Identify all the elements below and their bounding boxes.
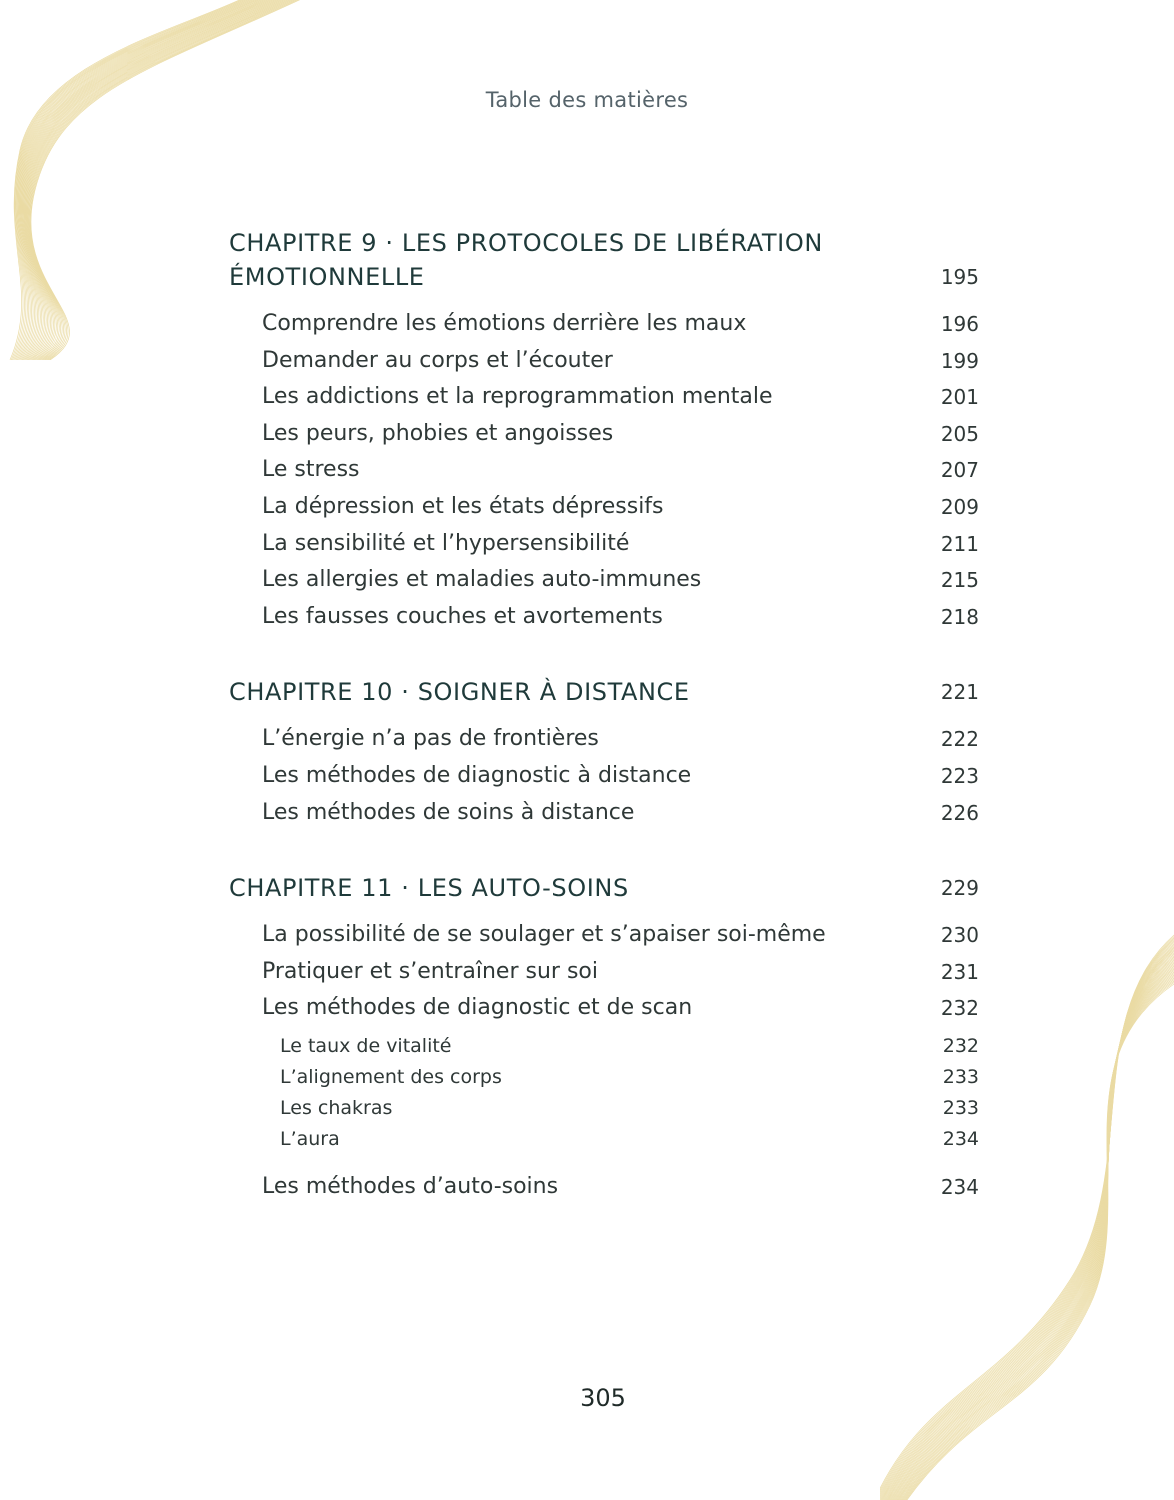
wave-line (14, 0, 256, 360)
entry-title: Les méthodes d’auto-soins (262, 1173, 559, 1199)
entry-title: Demander au corps et l’écouter (262, 347, 613, 373)
entry-page: 231 (940, 959, 979, 984)
chapter-title: CHAPITRE 11 · LES AUTO-SOINS (229, 874, 629, 903)
wave-line (10, 0, 250, 360)
entry-page: 211 (940, 531, 979, 556)
wave-line (11, 0, 252, 360)
entry-page: 234 (940, 1174, 979, 1199)
toc-subentry[interactable] (229, 1124, 979, 1155)
table-of-contents (229, 226, 979, 1246)
entry-page: 234 (942, 1127, 979, 1150)
entry-title: Les méthodes de diagnostic à distance (262, 762, 692, 788)
toc-entry[interactable] (229, 416, 979, 453)
entry-title: Pratiquer et s’entraîner sur soi (262, 958, 598, 984)
chapter-9-heading[interactable] (229, 226, 979, 294)
entry-title: Les allergies et maladies auto-immunes (262, 567, 702, 593)
toc-subentry[interactable] (229, 1062, 979, 1093)
chapter-11-heading[interactable] (229, 871, 979, 905)
chapter-page: 229 (940, 876, 979, 901)
entry-page: 226 (940, 800, 979, 825)
chapter-11-sections (229, 917, 979, 1205)
entry-title: L’aura (280, 1127, 340, 1150)
entry-title: Les fausses couches et avortements (262, 603, 663, 629)
entry-title: L’énergie n’a pas de frontières (262, 726, 599, 752)
wave-line (17, 0, 261, 360)
entry-page: 205 (940, 421, 979, 446)
toc-entry[interactable] (229, 562, 979, 599)
entry-page: 230 (940, 923, 979, 948)
entry-title: Les peurs, phobies et angoisses (262, 420, 614, 446)
entry-page: 209 (940, 494, 979, 519)
toc-entry[interactable] (229, 954, 979, 991)
chapter-title: CHAPITRE 9 · LES PROTOCOLES DE LIBÉRATION ÉMOTIONNELLE (229, 229, 823, 291)
chapter-9-sections (229, 306, 979, 635)
wave-line (19, 0, 265, 360)
entry-page: 215 (940, 568, 979, 593)
toc-entry[interactable] (229, 489, 979, 526)
wave-line (12, 0, 253, 360)
entry-title: Les chakras (280, 1096, 393, 1119)
toc-entry[interactable] (229, 526, 979, 563)
entry-page: 196 (940, 312, 979, 336)
toc-subentry[interactable] (229, 1093, 979, 1124)
entry-title: Comprendre les émotions derrière les maux (262, 311, 747, 336)
chapter-page: 195 (940, 265, 979, 289)
entry-title: Les méthodes de diagnostic et de scan (262, 995, 693, 1021)
chapter-10-heading[interactable] (229, 675, 979, 709)
entry-title: L’alignement des corps (280, 1065, 502, 1088)
entry-title: Le taux de vitalité (280, 1034, 452, 1057)
toc-entry[interactable] (229, 758, 979, 795)
chapter-10-sections (229, 721, 979, 831)
entry-page: 232 (942, 1034, 979, 1057)
entry-title: La sensibilité et l’hypersensibilité (262, 530, 630, 556)
toc-entry[interactable] (229, 599, 979, 636)
toc-subentry[interactable] (229, 1031, 979, 1062)
entry-page: 207 (940, 458, 979, 483)
toc-entry[interactable] (229, 306, 979, 343)
entry-title: Le stress (262, 457, 360, 483)
entry-title: Les méthodes de soins à distance (262, 799, 635, 825)
wave-line (15, 0, 257, 360)
entry-page: 232 (940, 996, 979, 1021)
entry-title: La dépression et les états dépressifs (262, 493, 664, 519)
wave-line (18, 0, 263, 360)
page-number: 305 (580, 1384, 626, 1412)
entry-title: Les addictions et la reprogrammation mentale (262, 384, 773, 410)
toc-entry[interactable] (229, 452, 979, 489)
toc-entry[interactable] (229, 795, 979, 832)
running-head: Table des matières (485, 88, 689, 112)
chapter-page: 221 (940, 680, 979, 705)
chapter-title: CHAPITRE 10 · SOIGNER À DISTANCE (229, 678, 690, 707)
toc-entry[interactable] (229, 917, 979, 954)
entry-page: 223 (940, 763, 979, 788)
toc-entry[interactable] (229, 721, 979, 758)
wave-line (16, 0, 259, 360)
toc-entry[interactable] (229, 379, 979, 416)
toc-entry[interactable] (229, 343, 979, 380)
entry-page: 233 (942, 1096, 979, 1119)
entry-page: 201 (940, 385, 979, 410)
entry-page: 199 (940, 348, 979, 373)
toc-entry[interactable] (229, 990, 979, 1027)
entry-page: 222 (940, 727, 979, 752)
entry-page: 233 (942, 1065, 979, 1088)
entry-page: 218 (940, 604, 979, 629)
toc-entry[interactable] (229, 1169, 979, 1206)
entry-title: La possibilité de se soulager et s’apaiser soi-même (262, 922, 826, 948)
